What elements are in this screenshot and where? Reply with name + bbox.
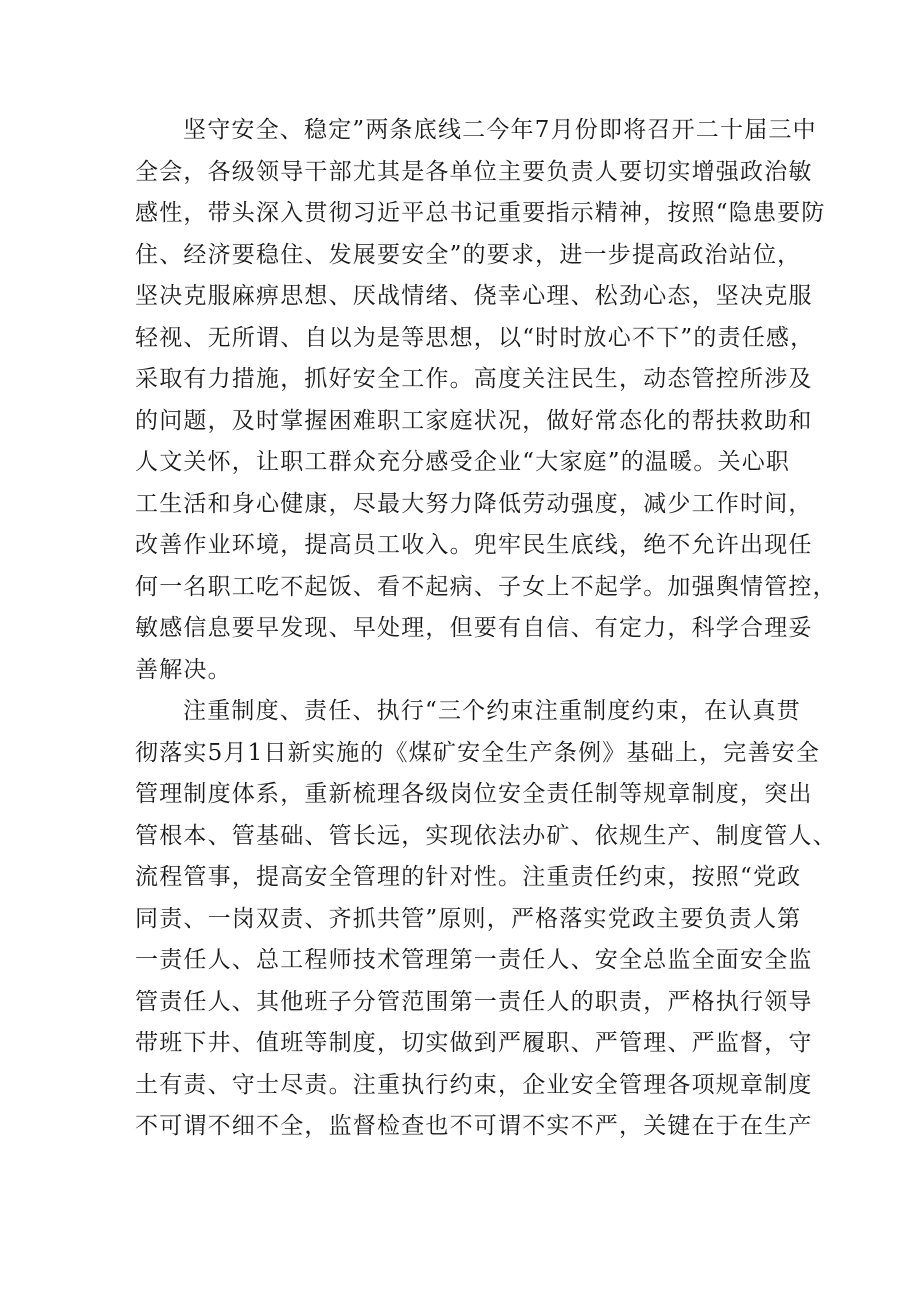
text-line: 管责任人、其他班子分管范围第一责任人的职责，严格执行领导 — [135, 988, 813, 1015]
text-line: 何一名职工吃不起饭、看不起病、子女上不起学。加强舆情管控， — [135, 573, 837, 600]
text-line: 轻视、无所谓、自以为是等思想，以“时时放心不下”的责任感， — [135, 324, 815, 351]
text-line: 采取有力措施，抓好安全工作。高度关注民生，动态管控所涉及 — [135, 366, 813, 392]
paragraph-1 — [135, 110, 837, 691]
text-line: 同责、一岗双责、齐抓共管”原则，严格落实党政主要负责人第 — [135, 905, 802, 932]
text-line: 管根本、管基础、管长远，实现依法办矿、依规生产、制度管人、 — [135, 822, 837, 849]
text-line: 一责任人、总工程师技术管理第一责任人、安全总监全面安全监 — [135, 947, 813, 973]
text-line: 的问题，及时掌握困难职工家庭状况，做好常态化的帮扶救助和 — [135, 407, 813, 434]
text-line: 全会，各级领导干部尤其是各单位主要负责人要切实增强政治敏 — [135, 158, 813, 185]
text-line: 不可谓不细不全，监督检查也不可谓不实不严，关键在于在生产 — [135, 1113, 813, 1139]
text-line: 土有责、守士尽责。注重执行约束，企业安全管理各项规章制度 — [135, 1071, 813, 1098]
document-body — [135, 110, 837, 1148]
text-line: 工生活和身心健康，尽最大努力降低劳动强度，减少工作时间， — [135, 490, 813, 517]
text-line: 坚守安全、稳定”两条底线二今年7月份即将召开二十届三中 — [183, 117, 817, 143]
text-line: 坚决克服麻痹思想、厌战情绪、侥幸心理、松劲心态，坚决克服 — [135, 283, 813, 309]
text-line: 彻落实5月1日新实施的《煤矿安全生产条例》基础上，完善安全 — [135, 739, 821, 766]
text-line: 带班下井、值班等制度，切实做到严履职、严管理、严监督，守 — [135, 1030, 813, 1056]
text-line: 注重制度、责任、执行“三个约束注重制度约束，在认真贯 — [183, 698, 801, 724]
text-line: 流程管事，提高安全管理的针对性。注重责任约束，按照“党政 — [135, 864, 802, 890]
paragraph-2 — [135, 691, 837, 1148]
text-line: 改善作业环境，提高员工收入。兜牢民生底线，绝不允许出现任 — [135, 532, 813, 558]
text-line: 感性，带头深入贯彻习近平总书记重要指示精神，按照“隐患要防 — [135, 200, 826, 226]
text-line: 管理制度体系，重新梳理各级岗位安全责任制等规章制度，突出 — [135, 781, 813, 807]
text-line: 人文关怀，让职工群众充分感受企业“大家庭”的温暖。关心职 — [135, 449, 791, 475]
text-line: 住、经济要稳住、发展要安全”的要求，进一步提高政治站位， — [135, 241, 802, 268]
text-line: 善解决。 — [135, 656, 232, 683]
text-line: 敏感信息要早发现、早处理，但要有自信、有定力，科学合理妥 — [135, 615, 813, 641]
